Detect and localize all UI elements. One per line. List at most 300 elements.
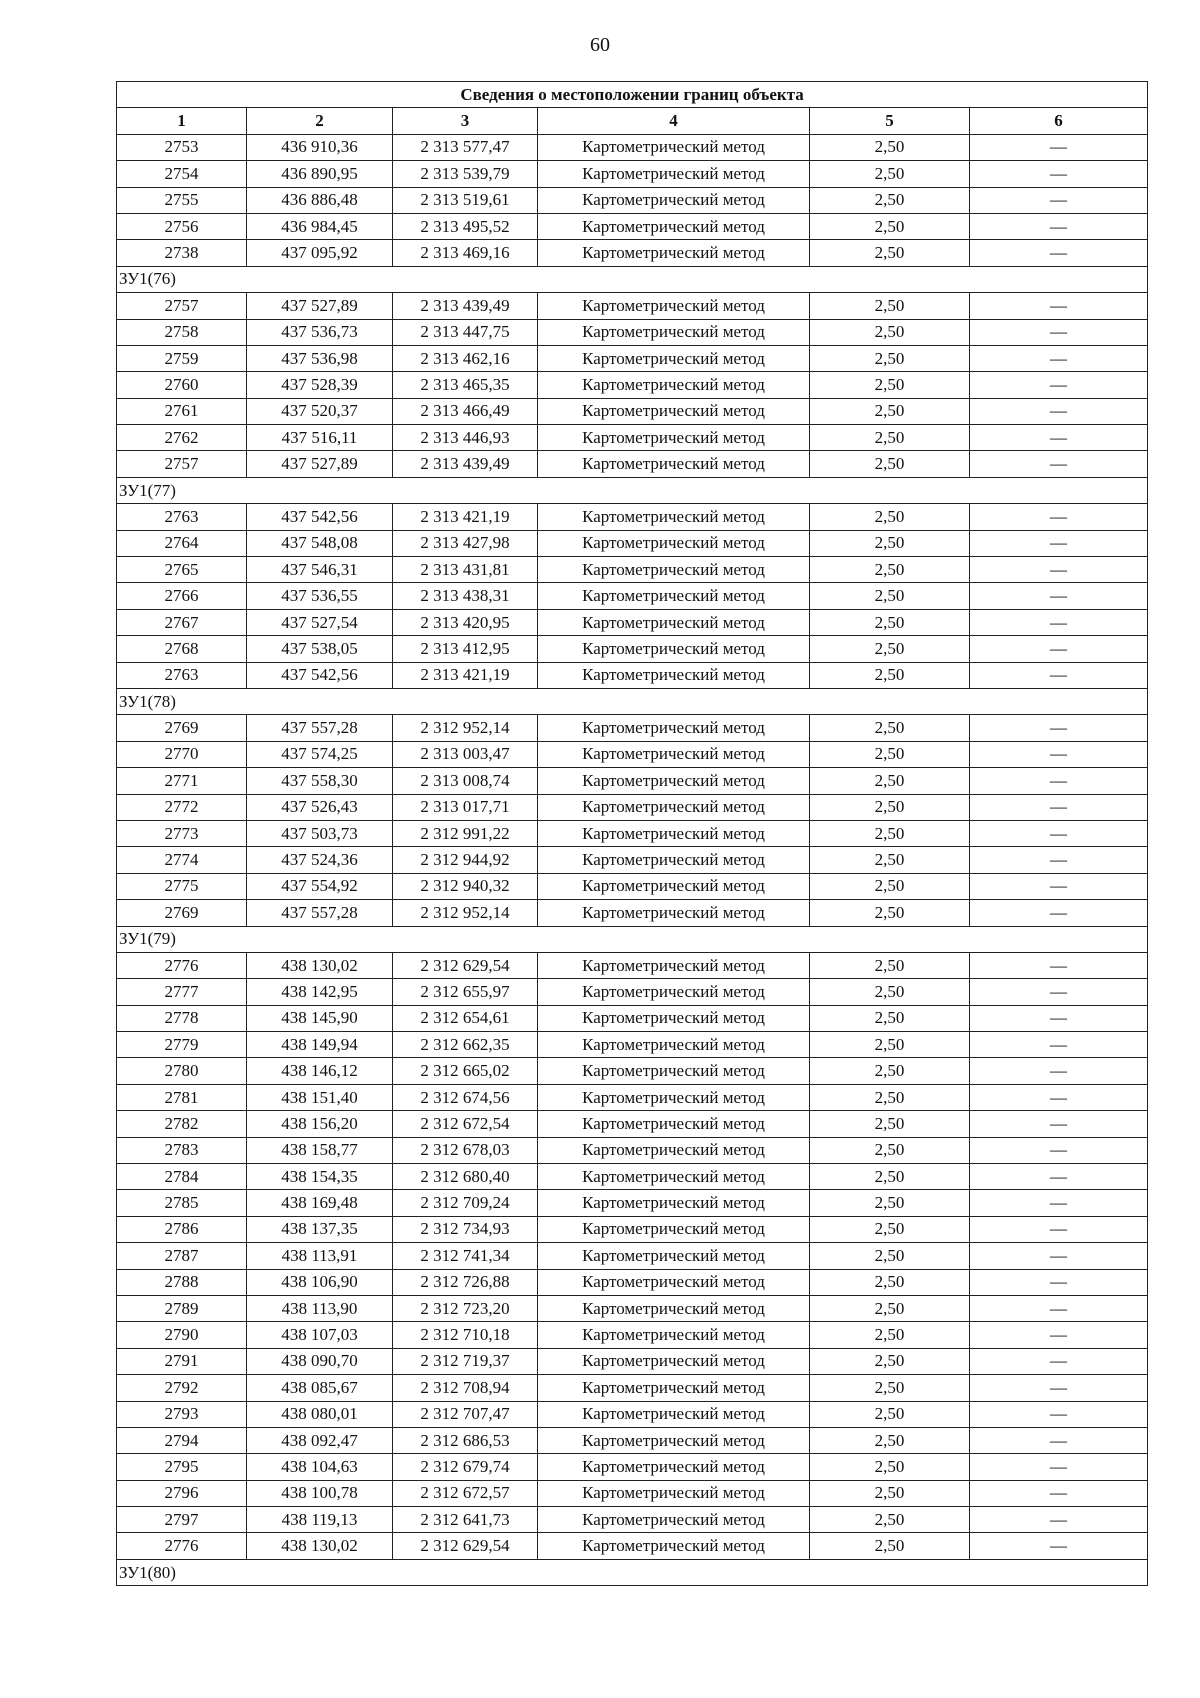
group-label: ЗУ1(79) <box>117 926 1148 952</box>
table-row <box>117 1427 1148 1453</box>
table-row <box>117 161 1148 187</box>
table-row <box>117 1454 1148 1480</box>
description-cell: — <box>970 1058 1148 1084</box>
point-number-cell: 2784 <box>117 1164 247 1190</box>
x-coordinate-cell: 438 130,02 <box>247 1533 393 1559</box>
table-row <box>117 1348 1148 1374</box>
method-cell: Картометрический метод <box>538 345 810 371</box>
x-coordinate-cell: 437 527,89 <box>247 293 393 319</box>
y-coordinate-cell: 2 313 495,52 <box>393 213 538 239</box>
table-row <box>117 557 1148 583</box>
accuracy-cell: 2,50 <box>810 530 970 556</box>
y-coordinate-cell: 2 312 726,88 <box>393 1269 538 1295</box>
description-cell: — <box>970 794 1148 820</box>
accuracy-cell: 2,50 <box>810 1295 970 1321</box>
group-row <box>117 926 1148 952</box>
y-coordinate-cell: 2 313 017,71 <box>393 794 538 820</box>
group-label: ЗУ1(76) <box>117 266 1148 292</box>
table-row <box>117 1005 1148 1031</box>
y-coordinate-cell: 2 312 641,73 <box>393 1507 538 1533</box>
accuracy-cell: 2,50 <box>810 1137 970 1163</box>
x-coordinate-cell: 437 536,98 <box>247 345 393 371</box>
table-row <box>117 715 1148 741</box>
table-row <box>117 240 1148 266</box>
method-cell: Картометрический метод <box>538 1243 810 1269</box>
table-row <box>117 1137 1148 1163</box>
group-row <box>117 688 1148 714</box>
accuracy-cell: 2,50 <box>810 187 970 213</box>
method-cell: Картометрический метод <box>538 161 810 187</box>
method-cell: Картометрический метод <box>538 900 810 926</box>
x-coordinate-cell: 438 158,77 <box>247 1137 393 1163</box>
y-coordinate-cell: 2 313 462,16 <box>393 345 538 371</box>
x-coordinate-cell: 437 536,55 <box>247 583 393 609</box>
method-cell: Картометрический метод <box>538 293 810 319</box>
point-number-cell: 2770 <box>117 741 247 767</box>
x-coordinate-cell: 438 146,12 <box>247 1058 393 1084</box>
point-number-cell: 2795 <box>117 1454 247 1480</box>
description-cell: — <box>970 1084 1148 1110</box>
description-cell: — <box>970 741 1148 767</box>
description-cell: — <box>970 345 1148 371</box>
point-number-cell: 2793 <box>117 1401 247 1427</box>
x-coordinate-cell: 437 527,89 <box>247 451 393 477</box>
description-cell: — <box>970 1533 1148 1559</box>
table-row <box>117 187 1148 213</box>
accuracy-cell: 2,50 <box>810 213 970 239</box>
x-coordinate-cell: 438 156,20 <box>247 1111 393 1137</box>
table-row <box>117 451 1148 477</box>
accuracy-cell: 2,50 <box>810 1032 970 1058</box>
accuracy-cell: 2,50 <box>810 1401 970 1427</box>
accuracy-cell: 2,50 <box>810 1111 970 1137</box>
x-coordinate-cell: 438 151,40 <box>247 1084 393 1110</box>
table-row <box>117 609 1148 635</box>
description-cell: — <box>970 504 1148 530</box>
description-cell: — <box>970 372 1148 398</box>
method-cell: Картометрический метод <box>538 636 810 662</box>
method-cell: Картометрический метод <box>538 1295 810 1321</box>
description-cell: — <box>970 1322 1148 1348</box>
accuracy-cell: 2,50 <box>810 636 970 662</box>
x-coordinate-cell: 437 536,73 <box>247 319 393 345</box>
table-row <box>117 768 1148 794</box>
x-coordinate-cell: 438 106,90 <box>247 1269 393 1295</box>
y-coordinate-cell: 2 313 421,19 <box>393 504 538 530</box>
x-coordinate-cell: 437 526,43 <box>247 794 393 820</box>
accuracy-cell: 2,50 <box>810 1243 970 1269</box>
x-coordinate-cell: 438 080,01 <box>247 1401 393 1427</box>
point-number-cell: 2765 <box>117 557 247 583</box>
x-coordinate-cell: 438 113,90 <box>247 1295 393 1321</box>
point-number-cell: 2772 <box>117 794 247 820</box>
point-number-cell: 2785 <box>117 1190 247 1216</box>
x-coordinate-cell: 438 085,67 <box>247 1375 393 1401</box>
y-coordinate-cell: 2 312 708,94 <box>393 1375 538 1401</box>
y-coordinate-cell: 2 312 678,03 <box>393 1137 538 1163</box>
y-coordinate-cell: 2 312 707,47 <box>393 1401 538 1427</box>
method-cell: Картометрический метод <box>538 425 810 451</box>
table-row <box>117 1216 1148 1242</box>
accuracy-cell: 2,50 <box>810 1454 970 1480</box>
table-row <box>117 583 1148 609</box>
table-row <box>117 1295 1148 1321</box>
accuracy-cell: 2,50 <box>810 398 970 424</box>
accuracy-cell: 2,50 <box>810 1507 970 1533</box>
description-cell: — <box>970 979 1148 1005</box>
point-number-cell: 2773 <box>117 820 247 846</box>
column-header: 6 <box>970 108 1148 134</box>
description-cell: — <box>970 213 1148 239</box>
table-row <box>117 1375 1148 1401</box>
table-row <box>117 873 1148 899</box>
description-cell: — <box>970 1480 1148 1506</box>
x-coordinate-cell: 436 890,95 <box>247 161 393 187</box>
table-row <box>117 425 1148 451</box>
method-cell: Картометрический метод <box>538 1427 810 1453</box>
y-coordinate-cell: 2 313 465,35 <box>393 372 538 398</box>
accuracy-cell: 2,50 <box>810 1480 970 1506</box>
method-cell: Картометрический метод <box>538 794 810 820</box>
point-number-cell: 2786 <box>117 1216 247 1242</box>
x-coordinate-cell: 437 520,37 <box>247 398 393 424</box>
accuracy-cell: 2,50 <box>810 1190 970 1216</box>
table-row <box>117 1164 1148 1190</box>
description-cell: — <box>970 636 1148 662</box>
y-coordinate-cell: 2 313 008,74 <box>393 768 538 794</box>
y-coordinate-cell: 2 312 944,92 <box>393 847 538 873</box>
y-coordinate-cell: 2 312 629,54 <box>393 1533 538 1559</box>
table-row <box>117 1111 1148 1137</box>
accuracy-cell: 2,50 <box>810 425 970 451</box>
y-coordinate-cell: 2 312 991,22 <box>393 820 538 846</box>
x-coordinate-cell: 438 113,91 <box>247 1243 393 1269</box>
description-cell: — <box>970 820 1148 846</box>
accuracy-cell: 2,50 <box>810 451 970 477</box>
method-cell: Картометрический метод <box>538 504 810 530</box>
description-cell: — <box>970 1137 1148 1163</box>
point-number-cell: 2756 <box>117 213 247 239</box>
y-coordinate-cell: 2 313 439,49 <box>393 451 538 477</box>
accuracy-cell: 2,50 <box>810 900 970 926</box>
y-coordinate-cell: 2 313 446,93 <box>393 425 538 451</box>
description-cell: — <box>970 1295 1148 1321</box>
accuracy-cell: 2,50 <box>810 1533 970 1559</box>
group-row <box>117 1559 1148 1585</box>
method-cell: Картометрический метод <box>538 715 810 741</box>
method-cell: Картометрический метод <box>538 741 810 767</box>
x-coordinate-cell: 438 100,78 <box>247 1480 393 1506</box>
y-coordinate-cell: 2 312 710,18 <box>393 1322 538 1348</box>
table-row <box>117 398 1148 424</box>
description-cell: — <box>970 952 1148 978</box>
table-header-row <box>117 108 1148 134</box>
x-coordinate-cell: 437 503,73 <box>247 820 393 846</box>
x-coordinate-cell: 438 142,95 <box>247 979 393 1005</box>
method-cell: Картометрический метод <box>538 187 810 213</box>
x-coordinate-cell: 437 538,05 <box>247 636 393 662</box>
accuracy-cell: 2,50 <box>810 794 970 820</box>
y-coordinate-cell: 2 313 439,49 <box>393 293 538 319</box>
table-row <box>117 293 1148 319</box>
point-number-cell: 2797 <box>117 1507 247 1533</box>
description-cell: — <box>970 1005 1148 1031</box>
y-coordinate-cell: 2 313 519,61 <box>393 187 538 213</box>
point-number-cell: 2791 <box>117 1348 247 1374</box>
accuracy-cell: 2,50 <box>810 715 970 741</box>
point-number-cell: 2788 <box>117 1269 247 1295</box>
point-number-cell: 2738 <box>117 240 247 266</box>
y-coordinate-cell: 2 312 952,14 <box>393 900 538 926</box>
table-row <box>117 794 1148 820</box>
point-number-cell: 2763 <box>117 504 247 530</box>
method-cell: Картометрический метод <box>538 820 810 846</box>
method-cell: Картометрический метод <box>538 847 810 873</box>
column-header: 1 <box>117 108 247 134</box>
description-cell: — <box>970 557 1148 583</box>
point-number-cell: 2757 <box>117 293 247 319</box>
x-coordinate-cell: 438 090,70 <box>247 1348 393 1374</box>
method-cell: Картометрический метод <box>538 1401 810 1427</box>
point-number-cell: 2755 <box>117 187 247 213</box>
column-header: 3 <box>393 108 538 134</box>
table-row <box>117 662 1148 688</box>
point-number-cell: 2779 <box>117 1032 247 1058</box>
column-header: 5 <box>810 108 970 134</box>
accuracy-cell: 2,50 <box>810 662 970 688</box>
page-number: 60 <box>590 34 610 56</box>
group-row <box>117 477 1148 503</box>
description-cell: — <box>970 187 1148 213</box>
y-coordinate-cell: 2 312 719,37 <box>393 1348 538 1374</box>
method-cell: Картометрический метод <box>538 1322 810 1348</box>
x-coordinate-cell: 437 524,36 <box>247 847 393 873</box>
point-number-cell: 2762 <box>117 425 247 451</box>
point-number-cell: 2790 <box>117 1322 247 1348</box>
description-cell: — <box>970 319 1148 345</box>
method-cell: Картометрический метод <box>538 134 810 160</box>
accuracy-cell: 2,50 <box>810 583 970 609</box>
accuracy-cell: 2,50 <box>810 240 970 266</box>
y-coordinate-cell: 2 313 447,75 <box>393 319 538 345</box>
description-cell: — <box>970 768 1148 794</box>
description-cell: — <box>970 1454 1148 1480</box>
y-coordinate-cell: 2 312 940,32 <box>393 873 538 899</box>
point-number-cell: 2783 <box>117 1137 247 1163</box>
accuracy-cell: 2,50 <box>810 372 970 398</box>
method-cell: Картометрический метод <box>538 768 810 794</box>
x-coordinate-cell: 438 149,94 <box>247 1032 393 1058</box>
method-cell: Картометрический метод <box>538 1084 810 1110</box>
point-number-cell: 2780 <box>117 1058 247 1084</box>
table-row <box>117 213 1148 239</box>
description-cell: — <box>970 1348 1148 1374</box>
y-coordinate-cell: 2 312 952,14 <box>393 715 538 741</box>
x-coordinate-cell: 438 145,90 <box>247 1005 393 1031</box>
method-cell: Картометрический метод <box>538 1190 810 1216</box>
description-cell: — <box>970 1507 1148 1533</box>
table-row <box>117 741 1148 767</box>
accuracy-cell: 2,50 <box>810 134 970 160</box>
point-number-cell: 2778 <box>117 1005 247 1031</box>
x-coordinate-cell: 438 130,02 <box>247 952 393 978</box>
x-coordinate-cell: 437 516,11 <box>247 425 393 451</box>
accuracy-cell: 2,50 <box>810 1427 970 1453</box>
boundary-table <box>116 81 1148 1586</box>
point-number-cell: 2767 <box>117 609 247 635</box>
method-cell: Картометрический метод <box>538 1216 810 1242</box>
y-coordinate-cell: 2 312 734,93 <box>393 1216 538 1242</box>
accuracy-cell: 2,50 <box>810 741 970 767</box>
table-row <box>117 1269 1148 1295</box>
y-coordinate-cell: 2 312 654,61 <box>393 1005 538 1031</box>
table-row <box>117 900 1148 926</box>
method-cell: Картометрический метод <box>538 1507 810 1533</box>
y-coordinate-cell: 2 312 674,56 <box>393 1084 538 1110</box>
method-cell: Картометрический метод <box>538 1375 810 1401</box>
x-coordinate-cell: 438 104,63 <box>247 1454 393 1480</box>
table-row <box>117 1190 1148 1216</box>
description-cell: — <box>970 1269 1148 1295</box>
method-cell: Картометрический метод <box>538 213 810 239</box>
point-number-cell: 2764 <box>117 530 247 556</box>
x-coordinate-cell: 438 137,35 <box>247 1216 393 1242</box>
x-coordinate-cell: 437 557,28 <box>247 900 393 926</box>
x-coordinate-cell: 437 542,56 <box>247 662 393 688</box>
description-cell: — <box>970 1216 1148 1242</box>
point-number-cell: 2771 <box>117 768 247 794</box>
description-cell: — <box>970 451 1148 477</box>
point-number-cell: 2761 <box>117 398 247 424</box>
x-coordinate-cell: 438 092,47 <box>247 1427 393 1453</box>
table-row <box>117 1533 1148 1559</box>
table-title: Сведения о местоположении границ объекта <box>117 82 1148 108</box>
method-cell: Картометрический метод <box>538 1164 810 1190</box>
table-title-row <box>117 82 1148 108</box>
point-number-cell: 2792 <box>117 1375 247 1401</box>
method-cell: Картометрический метод <box>538 979 810 1005</box>
method-cell: Картометрический метод <box>538 1480 810 1506</box>
description-cell: — <box>970 609 1148 635</box>
accuracy-cell: 2,50 <box>810 557 970 583</box>
point-number-cell: 2769 <box>117 900 247 926</box>
point-number-cell: 2766 <box>117 583 247 609</box>
x-coordinate-cell: 437 554,92 <box>247 873 393 899</box>
point-number-cell: 2753 <box>117 134 247 160</box>
point-number-cell: 2781 <box>117 1084 247 1110</box>
y-coordinate-cell: 2 313 539,79 <box>393 161 538 187</box>
method-cell: Картометрический метод <box>538 952 810 978</box>
table-row <box>117 1084 1148 1110</box>
x-coordinate-cell: 437 548,08 <box>247 530 393 556</box>
y-coordinate-cell: 2 313 420,95 <box>393 609 538 635</box>
accuracy-cell: 2,50 <box>810 1375 970 1401</box>
y-coordinate-cell: 2 312 672,54 <box>393 1111 538 1137</box>
group-label: ЗУ1(78) <box>117 688 1148 714</box>
description-cell: — <box>970 1401 1148 1427</box>
description-cell: — <box>970 1243 1148 1269</box>
accuracy-cell: 2,50 <box>810 293 970 319</box>
description-cell: — <box>970 293 1148 319</box>
method-cell: Картометрический метод <box>538 557 810 583</box>
method-cell: Картометрический метод <box>538 1348 810 1374</box>
y-coordinate-cell: 2 313 421,19 <box>393 662 538 688</box>
description-cell: — <box>970 847 1148 873</box>
accuracy-cell: 2,50 <box>810 609 970 635</box>
accuracy-cell: 2,50 <box>810 1216 970 1242</box>
table-row <box>117 319 1148 345</box>
table-row <box>117 345 1148 371</box>
description-cell: — <box>970 1427 1148 1453</box>
method-cell: Картометрический метод <box>538 583 810 609</box>
y-coordinate-cell: 2 313 469,16 <box>393 240 538 266</box>
accuracy-cell: 2,50 <box>810 1164 970 1190</box>
accuracy-cell: 2,50 <box>810 952 970 978</box>
method-cell: Картометрический метод <box>538 1137 810 1163</box>
point-number-cell: 2796 <box>117 1480 247 1506</box>
y-coordinate-cell: 2 312 665,02 <box>393 1058 538 1084</box>
table-row <box>117 1032 1148 1058</box>
method-cell: Картометрический метод <box>538 319 810 345</box>
x-coordinate-cell: 436 910,36 <box>247 134 393 160</box>
accuracy-cell: 2,50 <box>810 1084 970 1110</box>
description-cell: — <box>970 530 1148 556</box>
table-row <box>117 636 1148 662</box>
method-cell: Картометрический метод <box>538 1058 810 1084</box>
x-coordinate-cell: 438 154,35 <box>247 1164 393 1190</box>
table-row <box>117 1058 1148 1084</box>
method-cell: Картометрический метод <box>538 873 810 899</box>
y-coordinate-cell: 2 313 412,95 <box>393 636 538 662</box>
x-coordinate-cell: 436 984,45 <box>247 213 393 239</box>
group-label: ЗУ1(80) <box>117 1559 1148 1585</box>
point-number-cell: 2768 <box>117 636 247 662</box>
table-row <box>117 1480 1148 1506</box>
description-cell: — <box>970 134 1148 160</box>
point-number-cell: 2782 <box>117 1111 247 1137</box>
accuracy-cell: 2,50 <box>810 1348 970 1374</box>
method-cell: Картометрический метод <box>538 1533 810 1559</box>
description-cell: — <box>970 583 1148 609</box>
description-cell: — <box>970 161 1148 187</box>
accuracy-cell: 2,50 <box>810 1322 970 1348</box>
description-cell: — <box>970 873 1148 899</box>
x-coordinate-cell: 437 546,31 <box>247 557 393 583</box>
point-number-cell: 2774 <box>117 847 247 873</box>
y-coordinate-cell: 2 312 680,40 <box>393 1164 538 1190</box>
y-coordinate-cell: 2 312 655,97 <box>393 979 538 1005</box>
description-cell: — <box>970 1375 1148 1401</box>
column-header: 4 <box>538 108 810 134</box>
x-coordinate-cell: 438 169,48 <box>247 1190 393 1216</box>
y-coordinate-cell: 2 312 679,74 <box>393 1454 538 1480</box>
point-number-cell: 2769 <box>117 715 247 741</box>
group-row <box>117 266 1148 292</box>
table-row <box>117 1401 1148 1427</box>
point-number-cell: 2759 <box>117 345 247 371</box>
table-row <box>117 952 1148 978</box>
method-cell: Картометрический метод <box>538 1032 810 1058</box>
accuracy-cell: 2,50 <box>810 979 970 1005</box>
point-number-cell: 2754 <box>117 161 247 187</box>
point-number-cell: 2787 <box>117 1243 247 1269</box>
description-cell: — <box>970 900 1148 926</box>
table-row <box>117 530 1148 556</box>
accuracy-cell: 2,50 <box>810 161 970 187</box>
x-coordinate-cell: 437 528,39 <box>247 372 393 398</box>
y-coordinate-cell: 2 313 577,47 <box>393 134 538 160</box>
point-number-cell: 2757 <box>117 451 247 477</box>
